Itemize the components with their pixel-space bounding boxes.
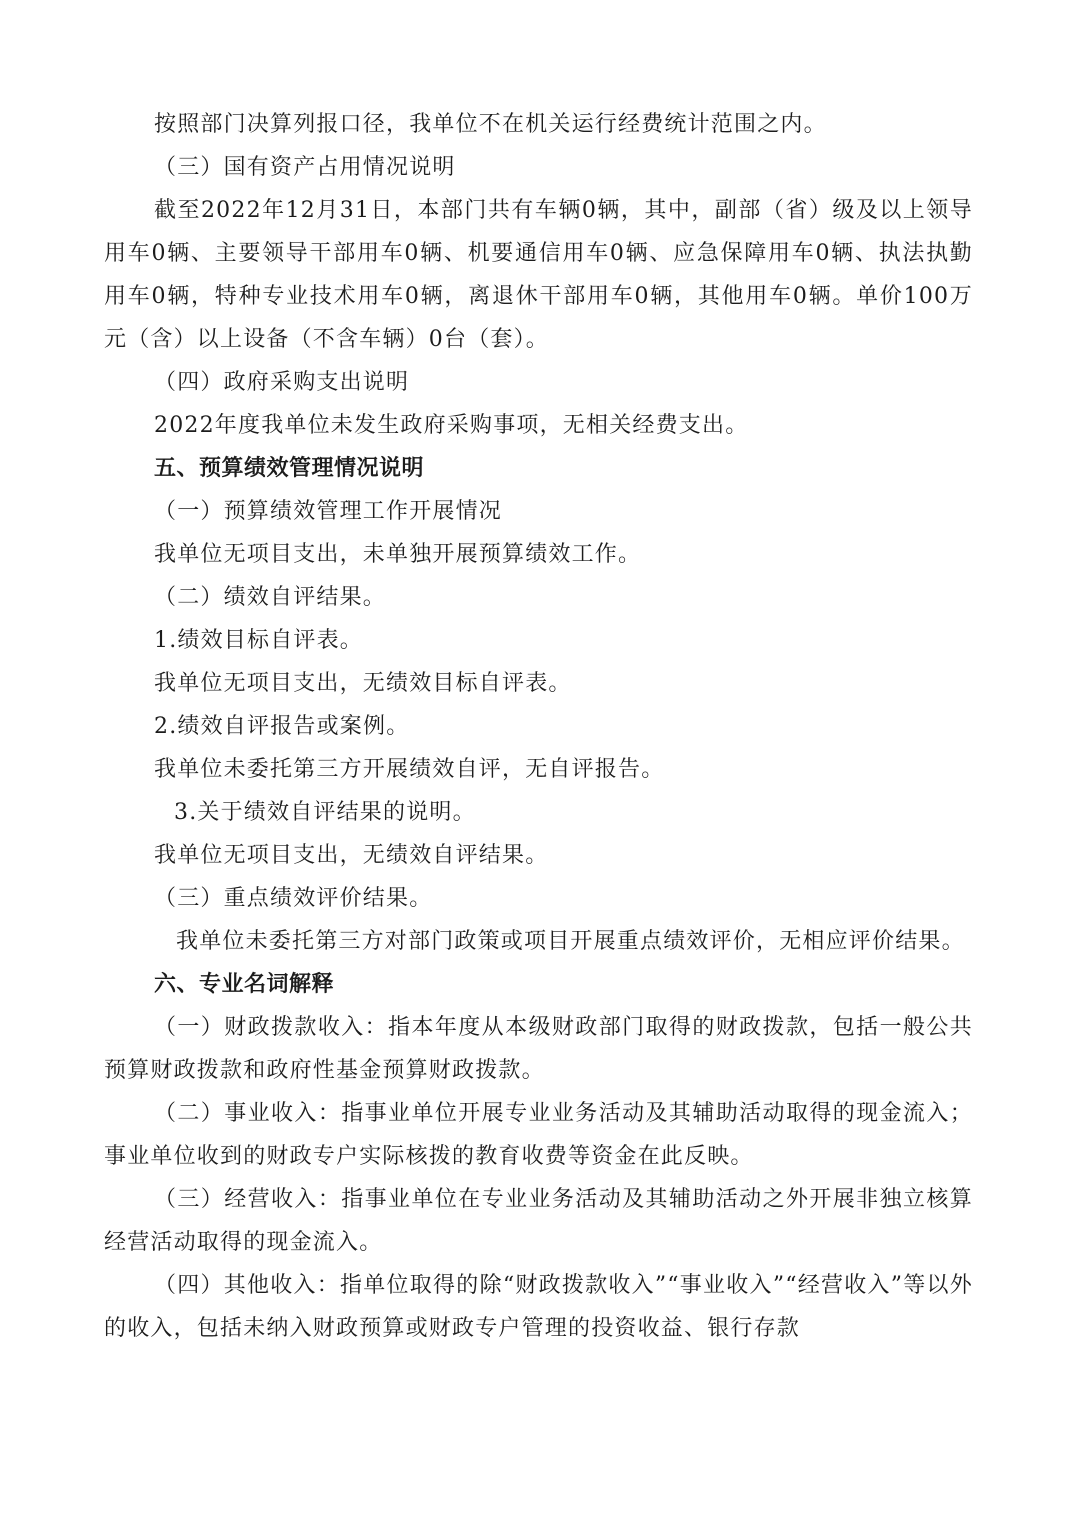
section-heading-performance: 五、预算绩效管理情况说明	[154, 456, 425, 481]
item-1-target-table: 1.绩效目标自评表。	[154, 628, 363, 653]
paragraph-glossary-fiscal-allocation: （一）财政拨款收入：指本年度从本级财政部门取得的财政拨款，包括一般公共预算财政拨款和政府性基金预算财政拨款。	[104, 1015, 973, 1083]
subheading-self-evaluation: （二）绩效自评结果。	[154, 585, 387, 610]
subheading-performance-work: （一）预算绩效管理工作开展情况	[154, 499, 503, 524]
paragraph-operating-expense-note: 按照部门决算列报口径，我单位不在机关运行经费统计范围之内。	[154, 112, 827, 137]
paragraph-result-note: 我单位无项目支出，无绩效自评结果。	[154, 843, 549, 868]
subheading-key-evaluation: （三）重点绩效评价结果。	[154, 886, 433, 911]
paragraph-glossary-business-income: （二）事业收入：指事业单位开展专业业务活动及其辅助活动取得的现金流入；事业单位收到的财政专户实际核拨的教育收费等资金在此反映。	[104, 1101, 973, 1169]
paragraph-glossary-operating-income: （三）经营收入：指事业单位在专业业务活动及其辅助活动之外开展非独立核算经营活动取得的现金流入。	[104, 1187, 973, 1255]
paragraph-performance-work: 我单位无项目支出，未单独开展预算绩效工作。	[154, 542, 642, 567]
document-body	[104, 103, 973, 1350]
subheading-procurement: （四）政府采购支出说明	[154, 370, 410, 395]
paragraph-procurement: 2022年度我单位未发生政府采购事项，无相关经费支出。	[154, 413, 749, 438]
paragraph-key-evaluation: 我单位未委托第三方对部门政策或项目开展重点绩效评价，无相应评价结果。	[176, 929, 965, 954]
paragraph-target-table: 我单位无项目支出，无绩效目标自评表。	[154, 671, 572, 696]
item-2-report: 2.绩效自评报告或案例。	[154, 714, 410, 739]
paragraph-report: 我单位未委托第三方开展绩效自评，无自评报告。	[154, 757, 665, 782]
paragraph-vehicles: 截至2022年12月31日，本部门共有车辆0辆，其中，副部（省）级及以上领导用车0辆、主要领导干部用车0辆、机要通信用车0辆、应急保障用车0辆、执法执勤用车0辆，特种专业技术用车0辆，离退休干部用车0辆，其他用车0辆。单价100万元（含）以上设备（不含车辆）0台（套）。	[104, 198, 973, 352]
section-heading-glossary: 六、专业名词解释	[154, 972, 335, 997]
subheading-state-assets: （三）国有资产占用情况说明	[154, 155, 456, 180]
paragraph-glossary-other-income: （四）其他收入：指单位取得的除“财政拨款收入”“事业收入”“经营收入”等以外的收入，包括未纳入财政预算或财政专户管理的投资收益、银行存款	[104, 1273, 973, 1341]
item-3-result-note: 3.关于绩效自评结果的说明。	[174, 800, 476, 825]
